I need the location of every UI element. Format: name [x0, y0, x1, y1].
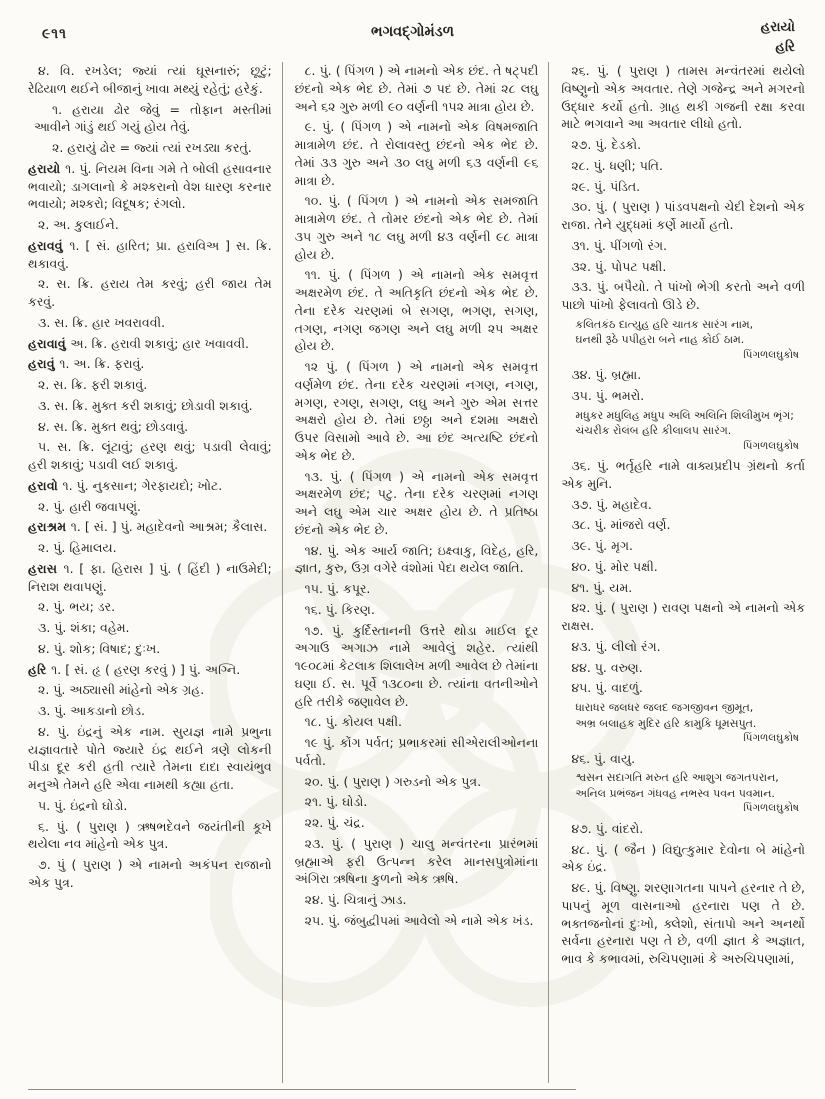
dictionary-sense: ૨૧. પું. ઘોડો. — [304, 794, 368, 810]
dictionary-entry: હરાયો ૧. પું. નિયમ વિના ગમે તે બોલી હસાવનાર ભવાયો; ડાગલાનો કે મશ્કરાનો વેશ ધારણ કરનાર ભવાયો; મશ્કરો; વિદૂષક; રંગલો. — [28, 160, 272, 212]
guide-words — [761, 18, 795, 57]
dictionary-sense: ૩. સ. ક્રિ. મુક્ત કરી શકાવું; છોડાવી શકાવું. — [38, 397, 253, 413]
headword: હરિ — [28, 661, 52, 677]
dictionary-sense: ૧૬. પું. કિરણ. — [304, 601, 375, 617]
dictionary-sense: ૨૬. પું. ( પુરાણ ) તામસ મન્વંતરમાં થયેલો વિષ્ણુનો એક અવતાર. તેણે ગજેન્દ્ર અને મગરનો ઉદ્ધાર કર્યો હતો. ગ્રાહ થકી ગજની રક્ષા કરવા માટે ભગવાને આ અવતાર લીધો હતો. — [561, 63, 806, 132]
verse-source: પિંગળલઘુકોષ — [743, 348, 800, 361]
guide-word-top: હરાયો — [760, 19, 795, 35]
dictionary-sense: ૪. પું. શોક; વિષાદ; દુઃખ. — [38, 640, 161, 656]
dictionary-sense: ૪૧. પું. યમ. — [571, 579, 633, 595]
dictionary-sense: ૪૭. પું. વાંદરો. — [571, 820, 644, 836]
dictionary-entry: હરિ ૧. [ સં. હૃ ( હરણ કરવું ) ] પું. અગ્નિ. — [28, 661, 241, 677]
dictionary-sense: ૩૫. પું. ભમરો. — [571, 387, 645, 403]
dictionary-sense: ૨. સ. ક્રિ. હરાય તેમ કરવું; હરી જાય તેમ કરવું. — [28, 276, 272, 309]
dictionary-sense: ૧. હરાયા ઢોર જેવું = તોફાન મસ્તીમાં આવીને ગાંડું થઈ ગયું હોય તેવું. — [34, 101, 272, 135]
column-1 — [16, 62, 283, 1083]
dictionary-sense: ૩૮. પું. માંજરો વર્ણ. — [571, 517, 671, 533]
headword: હરાવું — [28, 356, 60, 372]
headword: હરાવો — [28, 477, 63, 493]
book-title: ભગવદ્ગોમંડળ — [370, 24, 455, 40]
dictionary-sense: ૪૩. પું. લીલો રંગ. — [571, 638, 661, 654]
dictionary-sense: ૩. સ. ક્રિ. હાર ખવરાવવી. — [38, 314, 166, 330]
dictionary-sense: ૪. સ. ક્રિ. મુક્ત થવું; છોડવાવું. — [38, 418, 189, 434]
dictionary-sense: ૪. પું. ઇંદ્રનું એક નામ. સુયજ્ઞ નામે પ્રભુના યજ્ઞાવતારે પોતે જ્યારે ઇંદ્ર થઈને ત્રણે લોકની પીડા દૂર કરી હતી ત્યારે તેમના દાદા સ્વાયંભુવ મનુએ તેમને હરિ એવા નામથી કહ્યા હતા. — [28, 723, 272, 792]
dictionary-sense: ૫. સ. ક્રિ. લૂંટાવું; હરણ થવું; પડાવી લેવાવું; હરી શકાવું; પડાવી લઈ શકાવું. — [28, 439, 272, 472]
dictionary-sense: ૨૫. પું. જંબુદ્વીપમાં આવેલો એ નામે એક ખંડ. — [304, 912, 534, 928]
dictionary-sense: ૩૩. પું. બપૈયો. તે પાંખો ભેગી કરતો અને વળી પાછો પાંખો ફેલાવતો ઊડે છે. — [561, 279, 806, 312]
dictionary-sense: ૪૬. પું. વાયુ. — [571, 750, 636, 766]
dictionary-sense: ૧૦. પું. ( પિંગળ ) એ નામનો એક સમજાતિ માત્રામેળ છંદ. તે તોમર છંદનો એક ભેદ છે. તેમાં ૩૫ ગુરુ અને ૧૮ લઘુ મળી ૪૩ વર્ણની ૯૮ માત્રા હોય છે. — [294, 193, 539, 262]
verse-source: પિંગળલઘુકોષ — [743, 439, 800, 452]
page-number: ૯૧૧ — [42, 26, 68, 42]
headword: હરાવાવું — [28, 335, 71, 351]
dictionary-entry: હરાવાવું અ. ક્રિ. હરાવી શકાવું; હાર ખવાવવી. — [28, 335, 250, 351]
verse-line: ધારાધર જલધર જલદ જગજીવન જીમૂત, — [575, 701, 754, 715]
headword: હરાસ — [28, 560, 64, 576]
dictionary-sense: ૨. અ. કુલાઈને. — [38, 217, 119, 232]
dictionary-sense: ૩૧. પું. પીંગળો રંગ. — [571, 237, 668, 253]
dictionary-sense: ૨. પું. હિમાલય. — [38, 540, 117, 555]
dictionary-sense: ૮. પું. ( પિંગળ ) એ નામનો એક છંદ. તે ષટ્પદી છંદનો એક ભેદ છે. તેમાં ૭ પદ છે. તેમાં ૨૮ લઘુ અને ૬૨ ગુરુ મળી ૯૦ વર્ણની ૧૫૨ માત્રા હોય છે. — [294, 63, 539, 114]
dictionary-sense: ૩. પું. શંકા; વહેમ. — [38, 620, 130, 635]
dictionary-entry: હરાવું ૧. અ. ક્રિ. ફરાવું. — [28, 356, 145, 372]
headword: હરાશ્રમ — [28, 519, 71, 535]
verse-quote — [575, 700, 805, 745]
text-columns — [16, 62, 815, 1083]
dictionary-sense: ૨૭. પું. દેડકો. — [571, 137, 642, 152]
dictionary-sense: ૬. પું. ( પુરાણ ) ઋષભદેવને જયંતીની કૂખે થયેલા નવ માંહેનો એક પુત્ર. — [28, 818, 272, 852]
dictionary-sense: ૨૪. પું. ચિત્રાનું ઝાડ. — [304, 892, 407, 907]
dictionary-sense: ૩૪. પું. બ્રહ્મા. — [571, 367, 642, 383]
bottom-rule-divider — [28, 1089, 576, 1090]
dictionary-sense: ૨. સ. ક્રિ. ફરી શકાવું. — [38, 377, 148, 392]
verse-line: અભ્ર બલાહક મુદિર હરિ કામુકિ ધૂમસપુત. — [575, 716, 757, 730]
dictionary-sense: ૪૪. પુ. વરુણ. — [571, 659, 643, 675]
dictionary-sense: ૩૦. પું. ( પુરાણ ) પાંડવપક્ષનો ચેદી દેશનો એક રાજા. તેને યુદ્ધમાં કર્ણે માર્યો હતો. — [561, 199, 806, 232]
dictionary-sense: ૩૨. પું. પોપટ પક્ષી. — [571, 258, 667, 274]
column-3 — [549, 62, 815, 1083]
dictionary-sense: ૪૯. પું. વિષ્ણુ. શરણાગતના પાપને હરનાર તે છે, પાપનું મૂળ વાસનાઓ હરનારા પણ તે છે. ભક્તજનોનાં દુઃખો, ક્લેશો, સંતાપો અને અનર્થો સર્વના હરનારા પણ તે છે, વળી જ્ઞાત કે અજ્ઞાત, ભાવ કે કભાવમાં, રુચિપણામાં કે અરુચિપણામાં, — [561, 880, 806, 967]
dictionary-sense: ૨૯. પું. પંડિત. — [571, 178, 641, 194]
verse-line: ચંચરીક રોલંબ હરિ કીલાલપ સારંગ. — [575, 424, 732, 438]
dictionary-sense: ૨૮. પું. ધણી; પતિ. — [571, 157, 663, 173]
dictionary-entry: હરાસ ૧. [ ફા. હિરાસ ] પું. ( હિંદી ) નાઉમેદી; નિરાશ થવાપણું. — [28, 560, 272, 594]
dictionary-sense: ૫. પું. ઇંદ્રનો ઘોડો. — [38, 797, 128, 813]
page-header — [0, 18, 825, 64]
dictionary-sense: ૪૫. પું. વાદળું. — [571, 680, 643, 696]
dictionary-sense: ૩૯. પું. મૃગ. — [571, 538, 633, 554]
dictionary-sense: ૧૩. પું. ( પિંગળ ) એ નામનો એક સમવૃત્ત અક્ષરમેળ છંદ; પટુ. તેના દરેક ચરણમાં નગણ અને લઘુ એમ ચાર અક્ષર હોય છે. તે પ્રતિષ્ઠા છંદનો એક ભેદ છે. — [294, 468, 539, 537]
verse-line: ઘનથી રૂઠે પપીહરા બને નાહ કોઈ ઠામ. — [575, 333, 745, 347]
verse-line: અનિલ પ્રભંજન ગંધવહ નભસ્વ પવન પવમાન. — [575, 786, 775, 800]
dictionary-sense: ૨. પું. અઠ્યાસી માંહેનો એક ગ્રહ. — [38, 682, 205, 698]
dictionary-sense: ૨. પું. ભય; ડર. — [38, 599, 116, 615]
dictionary-entry: હરાશ્રમ ૧. [ સં. ] પું. મહાદેવનો આશ્રમ; કૈલાસ. — [28, 519, 268, 535]
dictionary-sense: ૯. પું. ( પિંગળ ) એ નામનો એક વિષમજાતિ માત્રામેળ છંદ. તે રોલાવસ્તુ છંદનો એક ભેદ છે. તેમાં ૩૩ ગુરુ અને ૩૦ લઘુ મળી ૬૩ વર્ણની ૯૬ માત્રા છે. — [294, 119, 539, 188]
dictionary-sense: ૨૩. પું. ( પુરાણ ) ચાલુ મન્વંતરના પ્રારંભમાં બ્રહ્માએ ફરી ઉત્પન્ન કરેલ માનસપુત્રોમાંના અંગિરા ઋષિના કુળનો એક ઋષિ. — [294, 835, 539, 887]
dictionary-entry: હરાવો ૧. પું. નુકસાન; ગેરફાયદો; ખોટ. — [28, 477, 223, 493]
headword: હરાયો — [28, 160, 66, 176]
dictionary-sense: ૩. પું. આકડાનો છોડ. — [38, 703, 146, 718]
dictionary-sense: ૧૯ પું. કોંગ પર્વત; પ્રભાકરમાં સીએરાલીઓનના પર્વતો. — [294, 735, 539, 768]
dictionary-sense: ૧૨ પું. ( પિંગળ ) એ નામનો એક સમવૃત્ત વર્ણમેળ છંદ. તેના દરેક ચરણમાં નગણ, નગણ, મગણ, રગણ, સગણ, લઘુ અને ગુરુ એમ સત્તર અક્ષરો હોય છે. તેમાં છઠ્ઠા અને દશમા અક્ષરો ઉપર વિસામો આવે છે. આ છંદ અત્યષ્ટિ છંદનો એક ભેદ છે. — [294, 359, 539, 463]
dictionary-entry: હરાવવું ૧. [ સં. હારિત; પ્રા. હરાવિઅ ] સ. ક્રિ. થકાવવું. — [28, 237, 272, 271]
verse-line: મધુકર મધુલિહ મધુપ અલિ અલિનિ શિલીમુખ ભૃંગ; — [575, 408, 794, 422]
dictionary-sense: ૧૫. પું. કપૂર. — [304, 581, 371, 596]
dictionary-sense: ૨૨. પું. ચંદ્ર. — [304, 815, 365, 830]
dictionary-sense: ૪. વિ. રખડેલ; જ્યાં ત્યાં ઘૂસનારું; છૂટું; રેઢિયાળ થઈને બીજાનું ખાવા મથ્યું રહેતું; હરેકું. — [28, 63, 272, 96]
column-2 — [283, 62, 550, 1083]
verse-source: પિંગળલઘુકોષ — [743, 802, 800, 815]
dictionary-sense: ૨૦. પું. ( પુરાણ ) ગરુડનો એક પુત્ર. — [304, 773, 482, 789]
dictionary-sense: ૩૬. પું. ભર્તૃહરિ નામે વાક્યપ્રદીપ ગ્રંથનો કર્તા એક મુનિ. — [561, 458, 806, 491]
dictionary-sense: ૪૦. પું. મોર પક્ષી. — [571, 558, 658, 574]
guide-word-bottom: હરિ — [775, 38, 795, 55]
dictionary-sense: ૧૧. પું. ( પિંગળ ) એ નામનો એક સમવૃત્ત અક્ષરમેળ છંદ. તે અતિકૃતિ છંદનો એક ભેદ છે. તેના દરેક ચરણમાં બે સગણ, ભગણ, સગણ, તગણ, નગણ જગણ અને લઘુ મળી ૨૫ અક્ષર હોય છે. — [294, 267, 539, 354]
dictionary-sense: ૧૪. પું. એક આર્ય જાતિ; ઇક્ષ્વાકુ, વિદેહ, હરિ, જ્ઞાત, કુરુ, ઉગ્ર વગેરે વંશોમાં પેદા થયેલ જાતિ. — [294, 542, 539, 576]
dictionary-sense: ૭. પું ( પુરાણ ) એ નામનો અકંપન રાજાનો એક પુત્ર. — [28, 857, 272, 890]
verse-quote — [575, 770, 805, 815]
verse-line: કલિતકંઠ દાત્યુહ હરિ ચાતક સારંગ નામ, — [575, 317, 754, 331]
verse-source: પિંગળલઘુકોષ — [743, 731, 800, 744]
dictionary-sense: ૩૭. પું. મહાદેવ. — [571, 496, 652, 512]
verse-line: શ્વસન સદાગતિ મરુત હરિ આશુગ જગતપરાન, — [575, 771, 779, 785]
dictionary-sense: ૪૮. પું. ( જૈન ) વિદ્યુત્કુમાર દેવોના બે માંહેનો એક ઇંદ્ર. — [561, 841, 806, 875]
headword: હરાવવું — [28, 237, 70, 253]
dictionary-sense: ૧૭. પું. કુર્દિસ્તાનની ઉત્તરે થોડા માઈલ દૂર અગાઉ અગાઝ નામે આવેલું શહેર. ત્યાંથી ૧૯૦૮માં કેટલાક શિલાલેખ મળી આવેલ છે તેમાંના ઘણા ઈ. સ. પૂર્વે ૧૩૮૦ના છે. ત્યાંના વતનીઓને હરિ તરીકે જણાવેલ છે. — [294, 622, 539, 709]
dictionary-sense: ૧૮. પું. કોયલ પક્ષી. — [304, 714, 403, 730]
dictionary-sense: ૨. હરાયું ઢોર = જ્યાં ત્યાં રખડ્યા કરતું. — [52, 140, 252, 155]
dictionary-sense: ૪૨. પું. ( પુરાણ ) રાવણ પક્ષનો એ નામનો એક રાક્ષસ. — [561, 600, 806, 634]
dictionary-sense: ૨. પું. હારી જવાપણું. — [38, 498, 141, 514]
verse-quote — [575, 317, 805, 362]
verse-quote — [575, 408, 805, 453]
